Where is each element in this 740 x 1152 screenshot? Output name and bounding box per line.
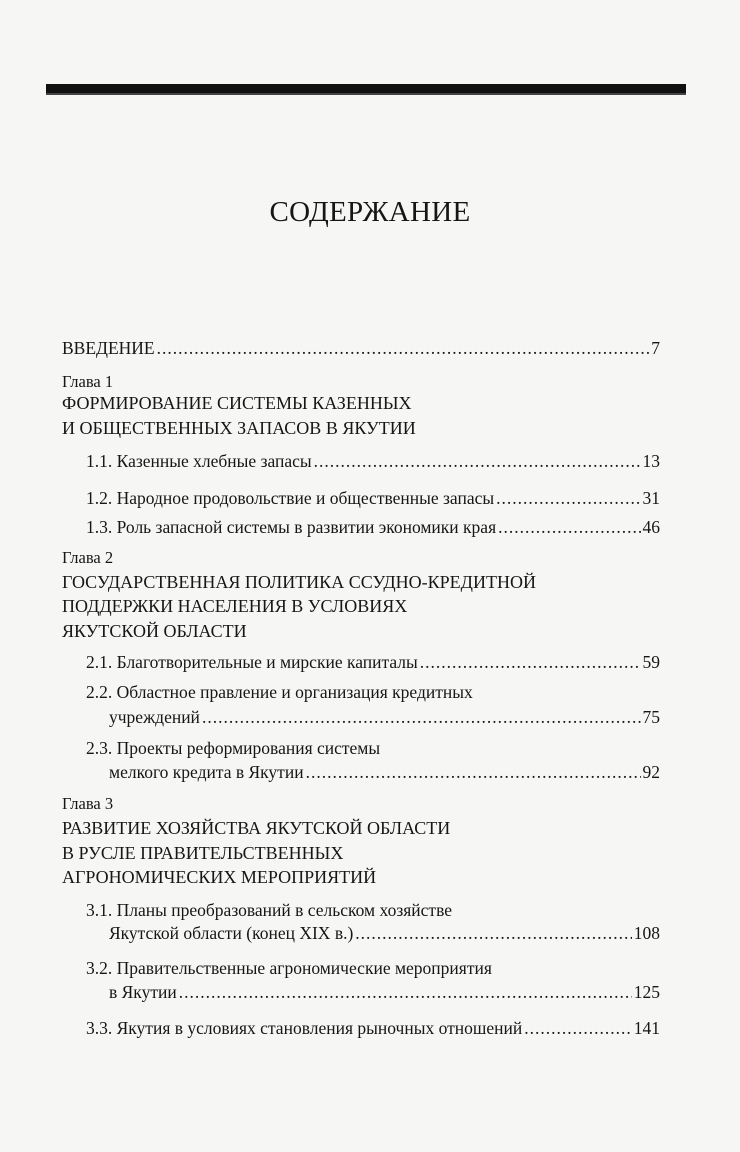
toc-entry-intro[interactable] [62, 337, 660, 359]
entry-label: 1.2. Народное продовольствие и общественные запасы [86, 488, 495, 508]
entry-label: 1.3. Роль запасной системы в развитии экономики края [86, 517, 497, 537]
dot-leader [306, 761, 641, 783]
entry-label: в Якутии [109, 982, 177, 1002]
entry-label: 1.1. Казенные хлебные запасы [86, 451, 312, 471]
page-number: 46 [642, 517, 660, 537]
chapter-title: ЯКУТСКОЙ ОБЛАСТИ [62, 621, 247, 641]
entry-label: Якутской области (конец XIX в.) [109, 923, 354, 943]
page-number: 141 [633, 1018, 660, 1038]
page-number: 125 [633, 982, 660, 1002]
toc-entry[interactable] [86, 516, 660, 538]
entry-label[interactable]: 2.2. Областное правление и организация кредитных [86, 682, 473, 702]
page-number: 7 [651, 338, 660, 358]
page-number: 59 [642, 652, 660, 672]
toc-entry[interactable] [109, 761, 660, 783]
dot-leader [498, 516, 640, 538]
dot-leader [524, 1017, 632, 1039]
page-number: 108 [633, 923, 660, 943]
entry-label: 2.1. Благотворительные и мирские капиталы [86, 652, 418, 672]
entry-label: мелкого кредита в Якутии [109, 762, 304, 782]
chapter-title: АГРОНОМИЧЕСКИХ МЕРОПРИЯТИЙ [62, 867, 377, 887]
toc-entry[interactable] [86, 1017, 660, 1039]
dot-leader [314, 450, 641, 472]
toc-entry[interactable] [109, 981, 660, 1003]
page-number: 31 [642, 488, 660, 508]
dot-leader [420, 651, 641, 673]
entry-label: 3.3. Якутия в условиях становления рыночных отношений [86, 1018, 523, 1038]
chapter-title: В РУСЛЕ ПРАВИТЕЛЬСТВЕННЫХ [62, 843, 344, 863]
chapter-title: ГОСУДАРСТВЕННАЯ ПОЛИТИКА ССУДНО-КРЕДИТНОЙ [62, 572, 536, 592]
page-title: СОДЕРЖАНИЕ [269, 196, 471, 228]
chapter-title: ФОРМИРОВАНИЕ СИСТЕМЫ КАЗЕННЫХ [62, 393, 412, 413]
chapter-title: РАЗВИТИЕ ХОЗЯЙСТВА ЯКУТСКОЙ ОБЛАСТИ [62, 818, 451, 838]
entry-label: учреждений [109, 707, 200, 727]
chapter-title: ПОДДЕРЖКИ НАСЕЛЕНИЯ В УСЛОВИЯХ [62, 596, 408, 616]
chapter-label: Глава 1 [62, 372, 114, 391]
page-number: 92 [642, 762, 660, 782]
entry-label[interactable]: 2.3. Проекты реформирования системы [86, 738, 381, 758]
dot-leader [355, 922, 631, 944]
chapter-label: Глава 2 [62, 548, 114, 567]
toc-entry[interactable] [86, 651, 660, 673]
dot-leader [179, 981, 632, 1003]
chapter-label: Глава 3 [62, 794, 114, 813]
dot-leader [496, 487, 640, 509]
toc-entry[interactable] [109, 922, 660, 944]
entry-label[interactable]: 3.2. Правительственные агрономические мероприятия [86, 958, 492, 978]
chapter-title: И ОБЩЕСТВЕННЫХ ЗАПАСОВ В ЯКУТИИ [62, 418, 416, 438]
toc-entry[interactable] [109, 706, 660, 728]
dot-leader [157, 337, 650, 359]
entry-label[interactable]: 3.1. Планы преобразований в сельском хозяйстве [86, 900, 452, 920]
page-number: 75 [642, 707, 660, 727]
page-number: 13 [642, 451, 660, 471]
toc-entry[interactable] [86, 487, 660, 509]
dot-leader [202, 706, 641, 728]
toc-entry[interactable] [86, 450, 660, 472]
top-rule [46, 84, 686, 95]
entry-label: ВВЕДЕНИЕ [62, 338, 155, 358]
